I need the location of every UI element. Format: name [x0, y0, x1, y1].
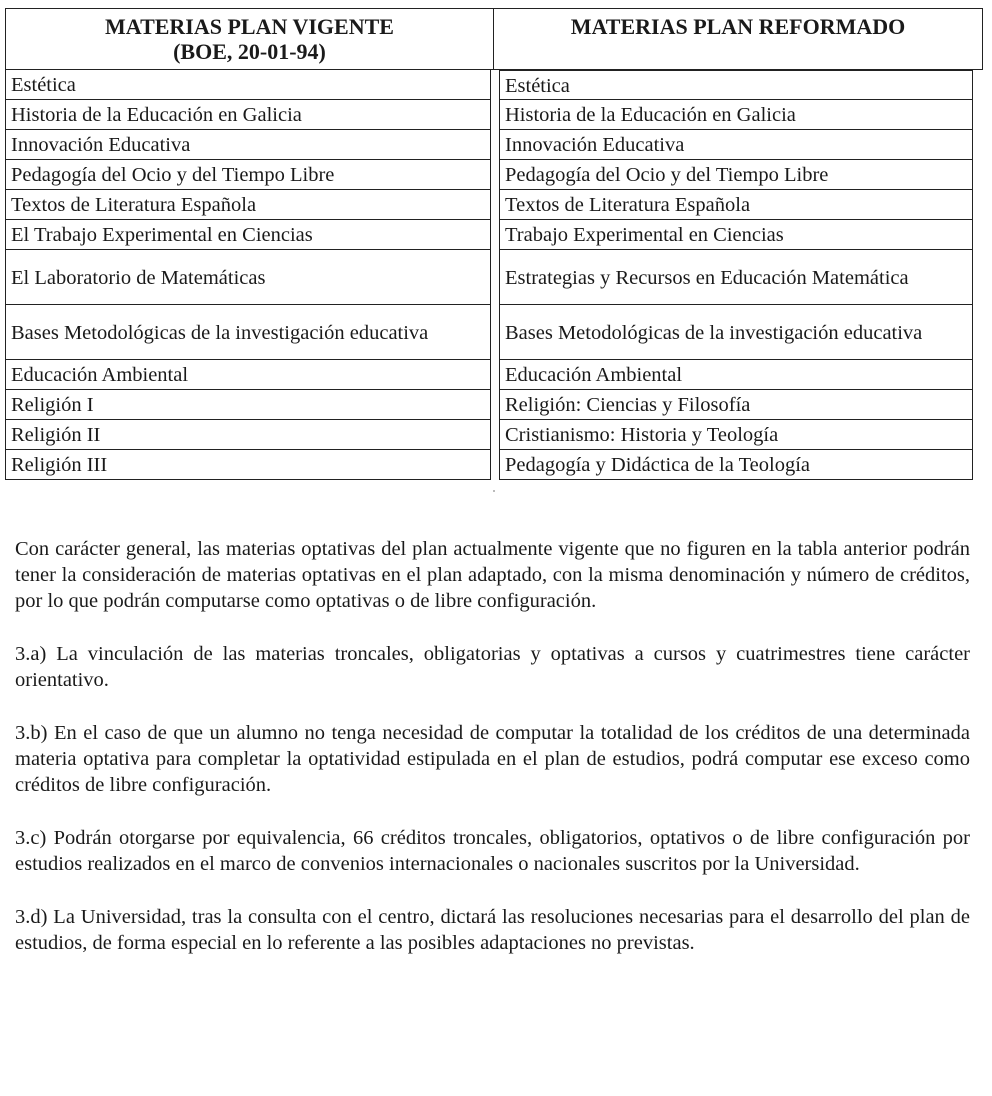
cell-reformado: Pedagogía y Didáctica de la Teología: [499, 450, 973, 480]
cell-vigente: Pedagogía del Ocio y del Tiempo Libre: [5, 160, 491, 190]
table-body: [5, 70, 983, 480]
table-row: [5, 70, 983, 100]
table-row: [5, 100, 983, 130]
cell-vigente: El Laboratorio de Matemáticas: [5, 250, 491, 305]
paragraph-3c: 3.c) Podrán otorgarse por equivalencia, 66 créditos troncales, obligatorios, optativos o de libre configuración por estudios realizados en el marco de convenios internacionales o nacionales suscritos por la Universidad.: [15, 827, 970, 875]
scan-speck: [493, 490, 495, 492]
table-row: [5, 190, 983, 220]
cell-reformado: Trabajo Experimental en Ciencias: [499, 220, 973, 250]
cell-vigente: Bases Metodológicas de la investigación educativa: [5, 305, 491, 360]
cell-reformado: Estrategias y Recursos en Educación Matemática: [499, 250, 973, 305]
table-row: [5, 360, 983, 390]
cell-reformado: Textos de Literatura Española: [499, 190, 973, 220]
table-row: [5, 420, 983, 450]
table-row: [5, 160, 983, 190]
cell-vigente: Educación Ambiental: [5, 360, 491, 390]
cell-reformado: Religión: Ciencias y Filosofía: [499, 390, 973, 420]
cell-vigente: Religión I: [5, 390, 491, 420]
cell-reformado: Pedagogía del Ocio y del Tiempo Libre: [499, 160, 973, 190]
header-plan-reformado: [494, 8, 983, 70]
header-plan-reformado-title: MATERIAS PLAN REFORMADO: [570, 14, 906, 39]
cell-vigente: Religión III: [5, 450, 491, 480]
table-header-row: [5, 8, 983, 70]
cell-vigente: Innovación Educativa: [5, 130, 491, 160]
paragraph-3b: 3.b) En el caso de que un alumno no tenga necesidad de computar la totalidad de los créditos de una determinada materia optativa para completar la optatividad estipulada en el plan de estudios, podrá computar ese exceso como créditos de libre configuración.: [15, 722, 970, 796]
table-row: [5, 390, 983, 420]
table-row: [5, 220, 983, 250]
paragraph-3d: 3.d) La Universidad, tras la consulta con el centro, dictará las resoluciones necesarias para el desarrollo del plan de estudios, de forma especial en lo referente a las posibles adaptaciones no previstas.: [15, 906, 970, 954]
table-row: [5, 305, 983, 360]
cell-reformado: Innovación Educativa: [499, 130, 973, 160]
cell-vigente: Religión II: [5, 420, 491, 450]
cell-vigente: Historia de la Educación en Galicia: [5, 100, 491, 130]
table-row: [5, 250, 983, 305]
paragraph-general: Con carácter general, las materias optativas del plan actualmente vigente que no figuren en la tabla anterior podrán tener la consideración de materias optativas en el plan adaptado, con la misma denominación y número de créditos, por lo que podrán computarse como optativas o de libre configuración.: [15, 538, 970, 612]
equivalence-table: [5, 8, 983, 480]
cell-reformado: Estética: [499, 70, 973, 100]
cell-reformado: Cristianismo: Historia y Teología: [499, 420, 973, 450]
header-plan-vigente: [5, 8, 494, 70]
cell-reformado: Historia de la Educación en Galicia: [499, 100, 973, 130]
paragraph-3a: 3.a) La vinculación de las materias troncales, obligatorias y optativas a cursos y cuatrimestres tiene carácter orientativo.: [15, 643, 970, 691]
cell-vigente: Estética: [5, 70, 491, 100]
header-plan-vigente-title: MATERIAS PLAN VIGENTE: [105, 14, 394, 39]
cell-reformado: Bases Metodológicas de la investigación educativa: [499, 305, 973, 360]
table-row: [5, 130, 983, 160]
body-text: [15, 536, 970, 983]
table-row: [5, 450, 983, 480]
cell-reformado: Educación Ambiental: [499, 360, 973, 390]
cell-vigente: El Trabajo Experimental en Ciencias: [5, 220, 491, 250]
cell-vigente: Textos de Literatura Española: [5, 190, 491, 220]
header-plan-vigente-date: (BOE, 20-01-94): [173, 39, 326, 64]
